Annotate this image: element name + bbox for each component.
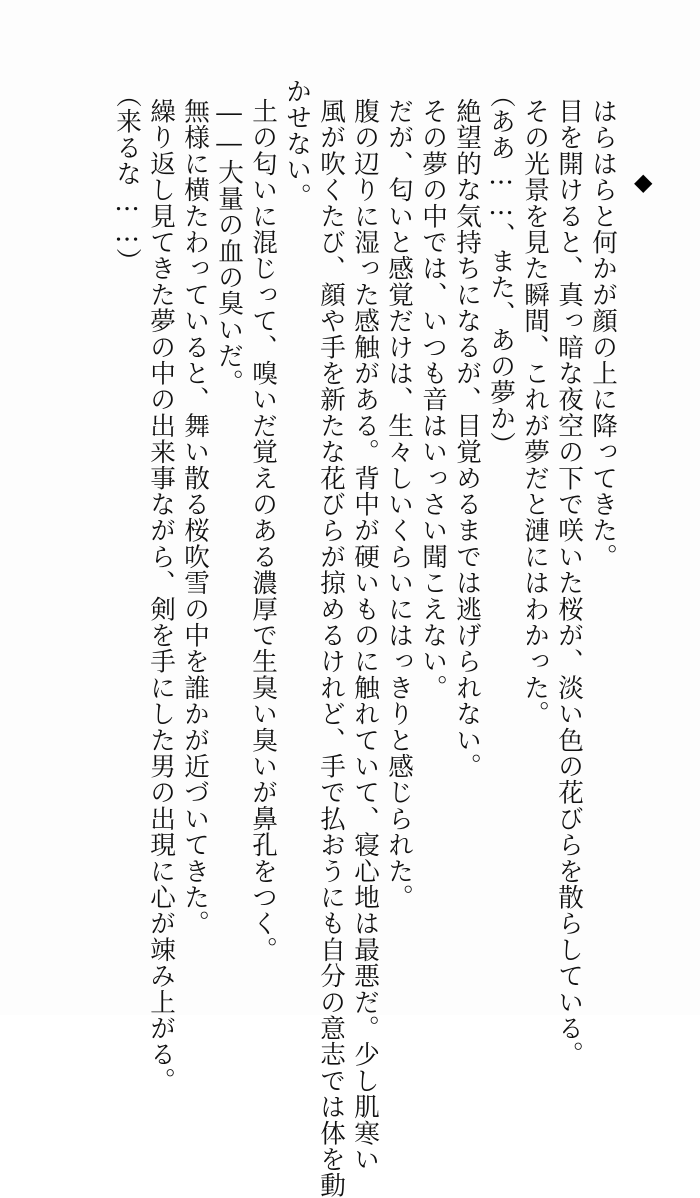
text-line-7: だが、匂いと感覚だけは、生々しいくらいにはっきりと感じられた。 [384,98,414,911]
text-line-8: 腹の辺りに湿った感触がある。背中が硬いものに触れていて、寝心地は最悪だ。少し肌寒い [350,98,380,1173]
text-line-9: 風が吹くたび、顔や手を新たな花びらが掠めるけれど、手で払おうにも自分の意志では体を動 [316,98,346,1198]
section-marker-icon: ◆ [634,168,653,196]
text-line-2: 目を開けると、真っ暗な夜空の下で咲いた桜が、淡い色の花びらを散らしている。 [554,98,584,1068]
text-line-1: はらはらと何かが顔の上に降ってきた。 [588,98,618,570]
text-line-3: その光景を見た瞬間、これが夢だと漣にはわかった。 [520,98,550,727]
text-line-6: その夢の中では、いつも音はいっさい聞こえない。 [418,98,448,701]
text-line-4: （ああ……、また、あの夢か） [486,82,516,458]
text-line-15: （来るな……） [112,82,142,275]
text-line-14: 繰り返し見てきた夢の中の出来事ながら、剣を手にした男の出現に心が竦み上がる。 [146,98,176,1094]
text-line-12: ――大量の血の臭いだ。 [214,98,244,395]
text-line-5: 絶望的な気持ちになるが、目覚めるまでは逃げられない。 [452,98,482,780]
text-line-11: 土の匂いに混じって、嗅いだ覚えのある濃厚で生臭い臭いが鼻孔をつく。 [248,98,278,963]
text-line-10: かせない。 [282,78,312,209]
text-line-13: 無様に横たわっていると、舞い散る桜吹雪の中を誰かが近づいてきた。 [180,98,210,937]
